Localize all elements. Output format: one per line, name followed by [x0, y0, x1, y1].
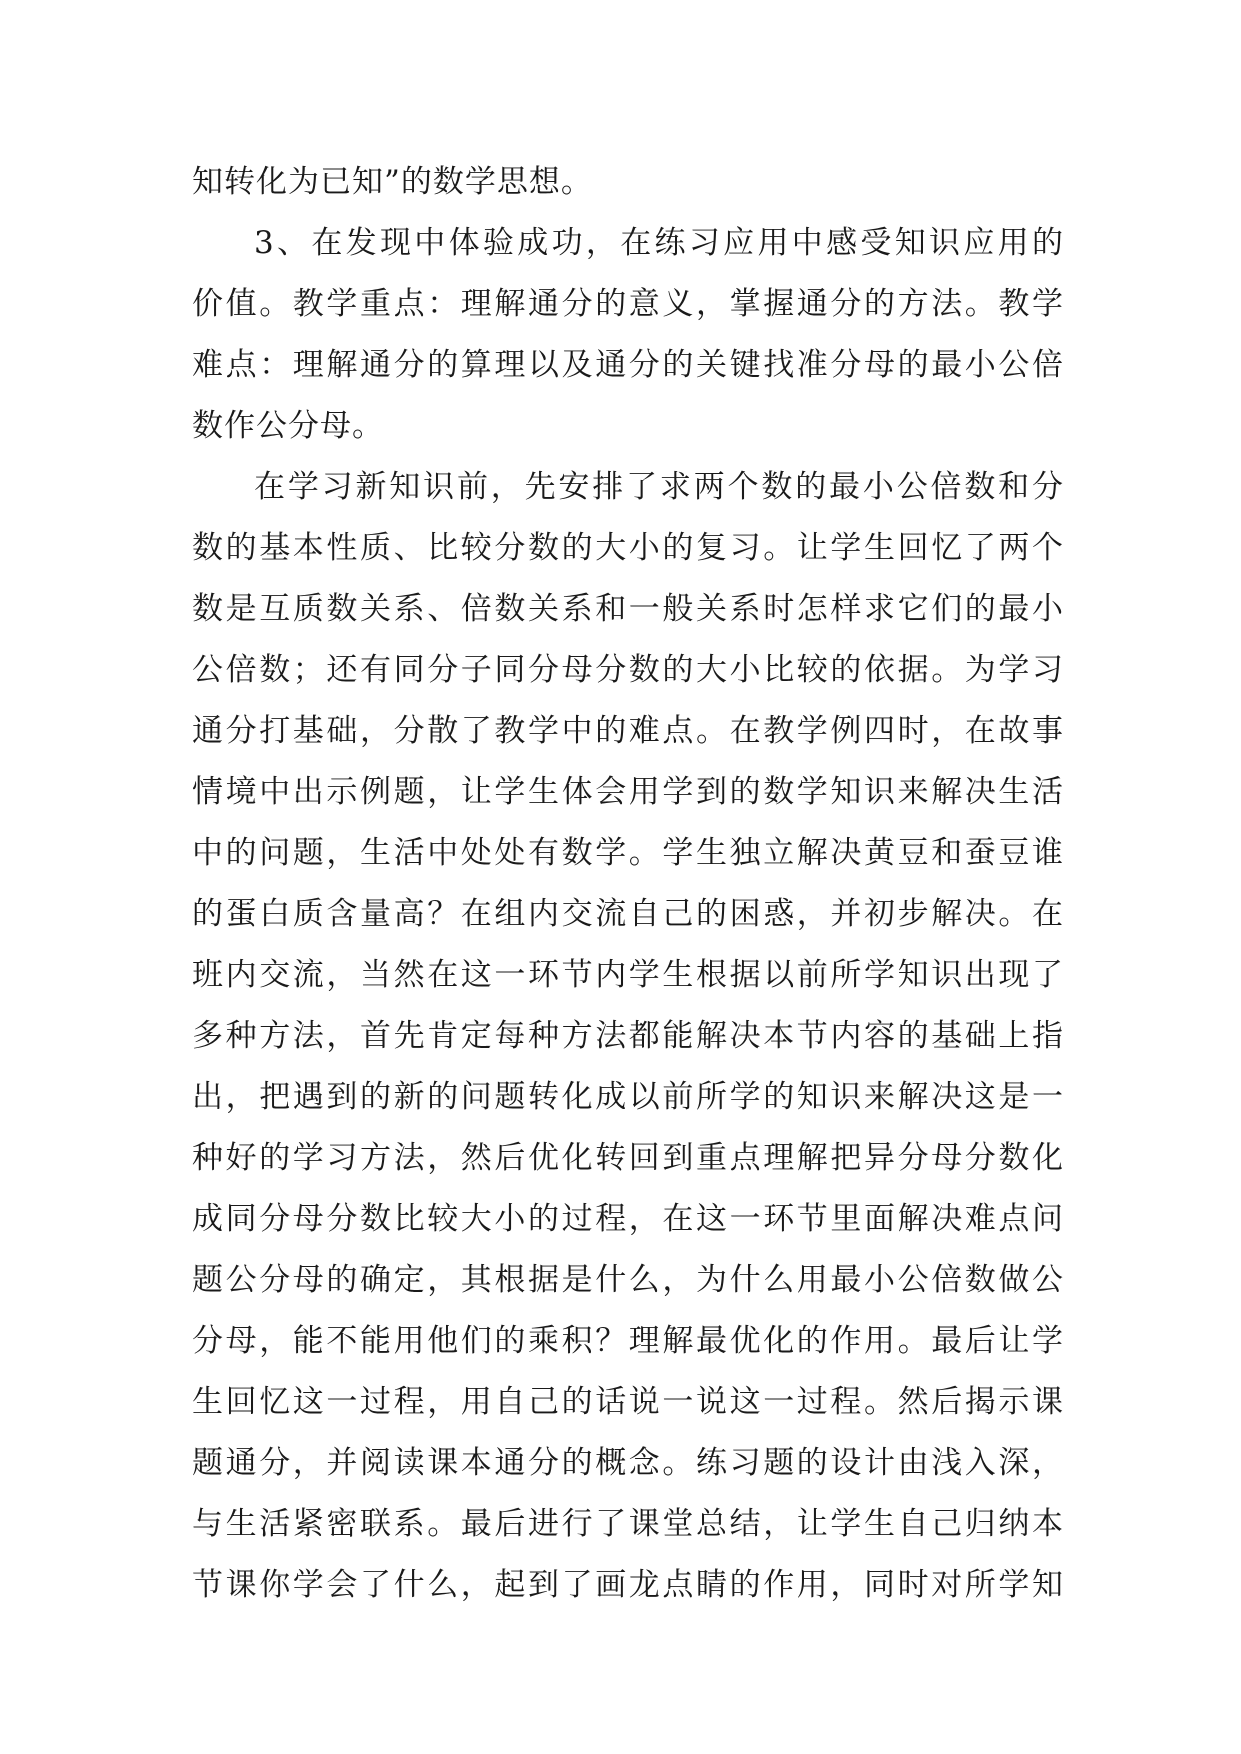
text-line: 成同分母分数比较大小的过程，在这一环节里面解决难点问: [192, 1201, 1064, 1237]
text-line: 数作公分母。: [192, 408, 384, 444]
text-line: 价值。教学重点：理解通分的意义，掌握通分的方法。教学: [192, 286, 1064, 322]
text-line: 3、在发现中体验成功，在练习应用中感受知识应用的: [254, 225, 1064, 261]
text-line: 情境中出示例题，让学生体会用学到的数学知识来解决生活: [192, 774, 1064, 810]
text-line: 生回忆这一过程，用自己的话说一说这一过程。然后揭示课: [192, 1384, 1064, 1420]
text-line: 与生活紧密联系。最后进行了课堂总结，让学生自己归纳本: [192, 1506, 1064, 1542]
text-line: 公倍数；还有同分子同分母分数的大小比较的依据。为学习: [192, 652, 1064, 688]
text-line: 知转化为已知”的数学思想。: [192, 164, 593, 200]
text-line: 分母，能不能用他们的乘积？理解最优化的作用。最后让学: [192, 1323, 1064, 1359]
text-line: 数是互质数关系、倍数关系和一般关系时怎样求它们的最小: [192, 591, 1064, 627]
text-line: 班内交流，当然在这一环节内学生根据以前所学知识出现了: [192, 957, 1064, 993]
text-line: 出，把遇到的新的问题转化成以前所学的知识来解决这是一: [192, 1079, 1064, 1115]
text-line: 难点：理解通分的算理以及通分的关键找准分母的最小公倍: [192, 347, 1064, 383]
text-line: 数的基本性质、比较分数的大小的复习。让学生回忆了两个: [192, 530, 1064, 566]
body-text: [192, 152, 1064, 1616]
text-line: 中的问题，生活中处处有数学。学生独立解决黄豆和蚕豆谁: [192, 835, 1064, 871]
text-line: 节课你学会了什么，起到了画龙点睛的作用，同时对所学知: [192, 1567, 1064, 1603]
text-line: 题公分母的确定，其根据是什么，为什么用最小公倍数做公: [192, 1262, 1064, 1298]
text-line: 题通分，并阅读课本通分的概念。练习题的设计由浅入深，: [192, 1445, 1064, 1481]
text-line: 种好的学习方法，然后优化转回到重点理解把异分母分数化: [192, 1140, 1064, 1176]
text-line: 多种方法，首先肯定每种方法都能解决本节内容的基础上指: [192, 1018, 1064, 1054]
text-line: 的蛋白质含量高？在组内交流自己的困惑，并初步解决。在: [192, 896, 1064, 932]
text-line: 在学习新知识前，先安排了求两个数的最小公倍数和分: [254, 469, 1064, 505]
text-line: 通分打基础，分散了教学中的难点。在教学例四时，在故事: [192, 713, 1064, 749]
